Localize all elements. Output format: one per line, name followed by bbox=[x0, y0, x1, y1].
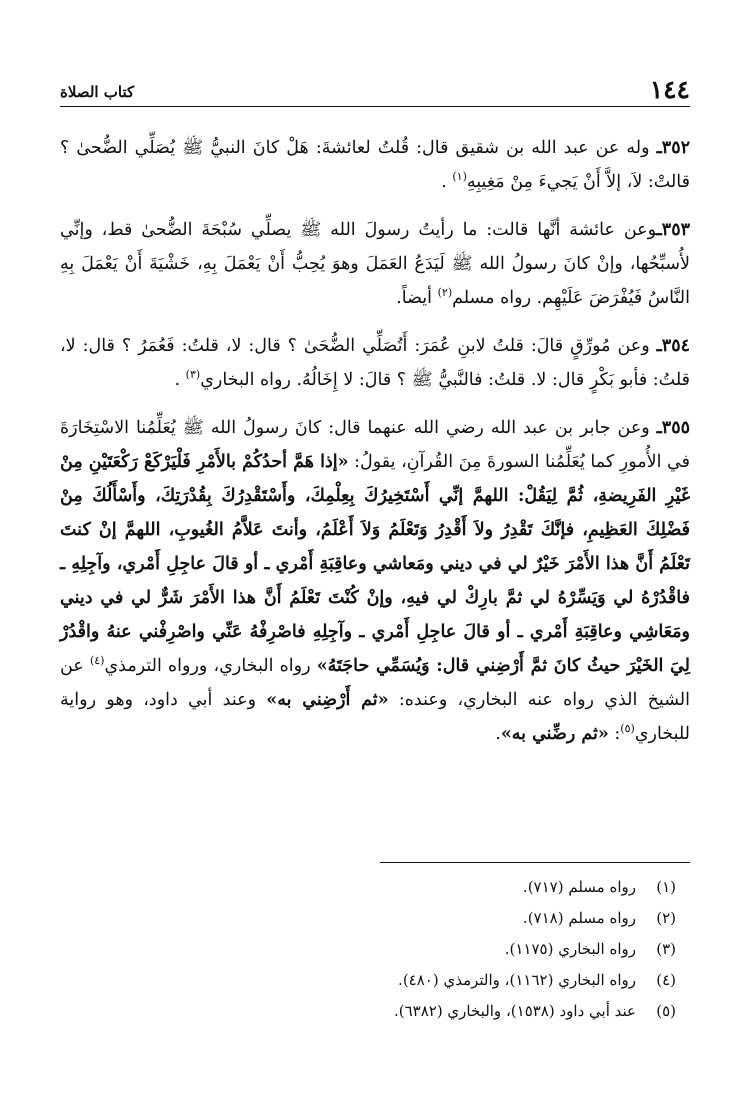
footnote-ref-5: (٥) bbox=[620, 722, 635, 736]
hadith-text: وعن عائشة أنَّها قالت: ما رأيتُ رسولَ الله ﷺ يصلِّي سُبْحَةَ الضُّحىٰ قط، وإنِّي لأُسبِّحُها، وإنْ كانَ رسولُ الله ﷺ لَيَدَعُ العَمَلَ وهوَ يُحِبُّ أَنْ يَعْمَلَ بِهِ، خَشْيَةَ أَنْ يَعْمَلَ بِهِ النَّاسُ فَيُفْرَضَ عَلَيْهِم. رواه مسلم bbox=[60, 220, 690, 308]
footnote-label: (١) bbox=[656, 878, 676, 896]
hadith-number: ٣٥٣ـ bbox=[656, 220, 690, 240]
hadith-tail: . bbox=[495, 724, 501, 744]
hadith-source: رواه البخاري، ورواه الترمذي bbox=[104, 656, 317, 676]
hadith-355 bbox=[60, 411, 690, 751]
hadith-354 bbox=[60, 329, 690, 397]
footnote-ref-4: (٤) bbox=[89, 654, 105, 668]
running-header bbox=[60, 70, 690, 107]
footnote-label: (٢) bbox=[656, 909, 676, 927]
footnote-divider bbox=[380, 862, 690, 863]
hadith-text: وعن مُورِّقٍ قالَ: قلتُ لابنِ عُمَرَ: أَتُصَلِّي الضُّحَىٰ ؟ قال: لا، قلتُ: فَعُمَرُ ؟ قال: لا، قلتُ: فأبو بَكْرٍ قال: لا. قلتُ: فالنَّبيُّ ﷺ ؟ قالَ: لا إِخَالُهُ. رواه البخاري bbox=[60, 336, 690, 390]
footnote-label: (٥) bbox=[656, 1002, 676, 1020]
footnotes bbox=[60, 872, 676, 1027]
footnote-item bbox=[60, 903, 676, 934]
hadith-source-cont: عن الشيخ الذي رواه عنه البخاري، وعنده: bbox=[60, 656, 690, 710]
main-text bbox=[60, 131, 690, 751]
hadith-source-cont-3: : bbox=[608, 724, 621, 744]
footnote-item bbox=[60, 872, 676, 903]
footnote-text: عند أبي داود (١٥٣٨)، والبخاري (٦٣٨٢). bbox=[393, 1002, 636, 1020]
footnote-ref-1: (١) bbox=[452, 170, 467, 184]
footnote-label: (٣) bbox=[656, 940, 676, 958]
hadith-intro: وعن جابر بن عبد الله رضي الله عنهما قال: كانَ رسولُ الله ﷺ يُعَلِّمُنا الاسْتِخَارَةَ في الأُمورِ كما يُعَلِّمُنا السورةَ مِنَ القُرآنِ، يقولُ: bbox=[60, 418, 690, 472]
hadith-352 bbox=[60, 131, 690, 199]
hadith-353 bbox=[60, 213, 690, 315]
footnote-item bbox=[60, 965, 676, 996]
footnote-item bbox=[60, 934, 676, 965]
variant-quote-2: «ثم رضِّني به» bbox=[500, 724, 609, 744]
hadith-tail: . bbox=[441, 172, 453, 192]
footnote-text: رواه مسلم (٧١٧). bbox=[522, 878, 636, 896]
hadith-number: ٣٥٥ـ bbox=[656, 418, 690, 438]
hadith-tail: . bbox=[174, 370, 186, 390]
footnote-item bbox=[60, 996, 676, 1027]
variant-quote-1: «ثم أَرْضِني به» bbox=[266, 690, 389, 710]
hadith-tail: أيضاً. bbox=[396, 288, 438, 308]
book-title: كتاب الصلاة bbox=[60, 83, 135, 101]
hadith-number: ٣٥٢ـ bbox=[656, 138, 690, 158]
footnote-text: رواه البخاري (١١٧٥). bbox=[504, 940, 636, 958]
hadith-source-cont-2: وعند أبي داود، وهو رواية للبخاري bbox=[60, 690, 690, 744]
footnote-text: رواه البخاري (١١٦٢)، والترمذي (٤٨٠). bbox=[398, 971, 636, 989]
footnote-ref-2: (٢) bbox=[437, 286, 453, 300]
footnote-text: رواه مسلم (٧١٨). bbox=[522, 909, 636, 927]
istikhara-dua: «إذا هَمَّ أحدُكُمْ بالأَمْرِ فَلْيَرْكَعْ رَكْعَتَيْنِ مِنْ غَيْرِ الفَرِيضةِ، ثُمَّ لِيَقُلْ: اللهمَّ إنِّي أَسْتَخِيرُكَ بِعِلْمِكَ، وأَسْتَقْدِرُكَ بِقُدْرَتِكَ، وأَسْأَلُكَ مِنْ فَضْلِكَ العَظِيمِ، فإنَّكَ تَقْدِرُ ولاَ أَقْدِرُ وَتَعْلَمُ وَلاَ أَعْلَمُ، وأنتَ عَلاَّمُ الغُيوبِ، اللهمَّ إنْ كنتَ تَعْلَمُ أَنَّ هذا الأَمْرَ خَيْرٌ لي في ديني ومَعاشي وعاقِبَةِ أَمْري ـ أو قالَ عاجِلِ أَمْري، وآجِلِهِ ـ فاقْدُرْهُ لي وَيَسِّرْهُ لي ثمَّ بارِكْ لي فيهِ، وإنْ كُنْتَ تَعْلَمُ أَنَّ هذا الأَمْرَ شَرٌّ لي في ديني ومَعَاشِي وعاقِبَةِ أَمْري ـ أو قالَ عاجِلِ أَمْري ـ وآجِلِهِ فاصْرِفْهُ عَنِّي واصْرِفْني عنهُ واقْدُرْ لِيَ الخَيْرَ حيثُ كانَ ثمَّ أَرْضِني قال: وَيُسَمِّي حاجَتَهُ» bbox=[60, 452, 690, 676]
hadith-text: وله عن عبد الله بن شقيق قال: قُلتُ لعائشةَ: هَلْ كانَ النبيُّ ﷺ يُصَلِّي الضُّحىٰ ؟ قالتْ: لاَ، إلاَّ أَنْ يَجيءَ مِنْ مَغِيبِهِ bbox=[60, 138, 690, 192]
footnote-ref-3: (٣) bbox=[185, 368, 201, 382]
footnote-label: (٤) bbox=[656, 971, 676, 989]
book-page bbox=[60, 70, 690, 1070]
page-number: ١٤٤ bbox=[649, 75, 690, 104]
hadith-number: ٣٥٤ـ bbox=[656, 336, 690, 356]
